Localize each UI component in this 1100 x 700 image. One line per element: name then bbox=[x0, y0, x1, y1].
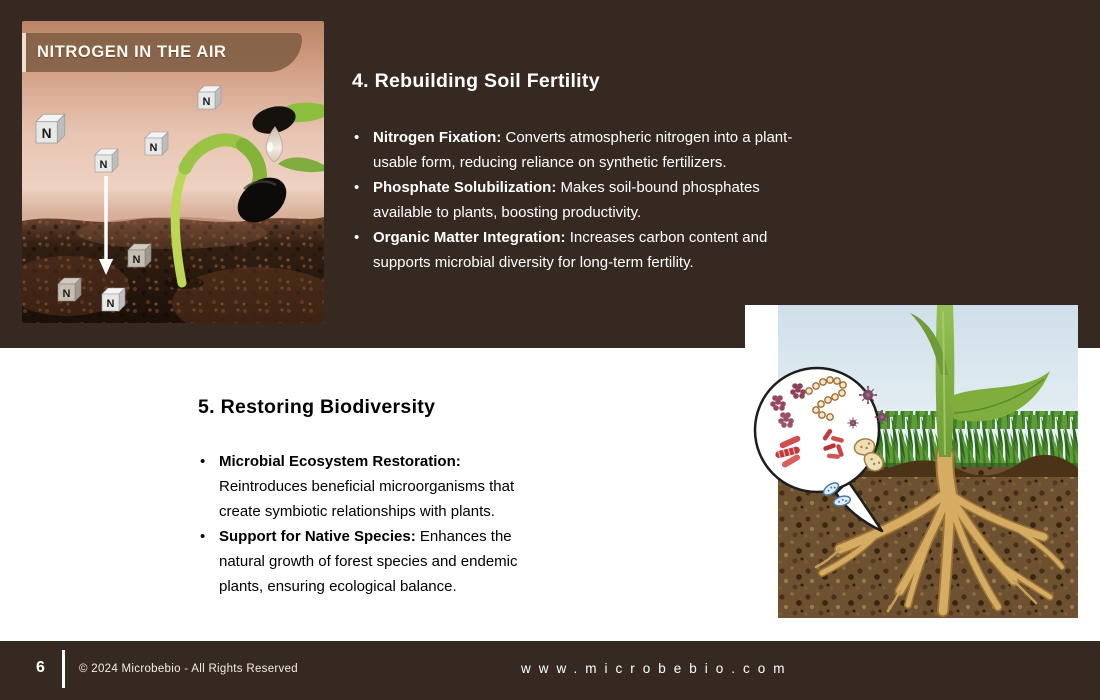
copyright-text: © 2024 Microbebio - All Rights Reserved bbox=[79, 663, 298, 675]
nitrogen-cube bbox=[36, 114, 65, 143]
cube-n-label: N bbox=[202, 96, 211, 108]
cube-n-label: N bbox=[132, 254, 141, 266]
bullet-item bbox=[352, 125, 822, 175]
website-link[interactable]: www.microbebio.com bbox=[521, 661, 793, 676]
section4-heading: 4. Rebuilding Soil Fertility bbox=[352, 70, 600, 92]
bullet-text: Increases carbon content and supports microbial diversity for long-term fertility. bbox=[373, 229, 768, 271]
page-number: 6 bbox=[36, 659, 45, 676]
cube-n-label: N bbox=[99, 159, 108, 171]
cube-n-label: N bbox=[106, 298, 115, 310]
bullet-text: Enhances the natural growth of forest species and endemic plants, ensuring ecological balance. bbox=[219, 528, 518, 595]
bullet-item bbox=[198, 449, 540, 524]
cube-n-label: N bbox=[62, 288, 71, 300]
bullet-lead: Support for Native Species: bbox=[219, 528, 416, 545]
section5-bullet-list bbox=[198, 449, 540, 599]
bullet-lead: Phosphate Solubilization: bbox=[373, 179, 557, 196]
bullet-text: Makes soil-bound phosphates available to plants, boosting productivity. bbox=[373, 179, 760, 221]
bullet-lead: Microbial Ecosystem Restoration: bbox=[219, 453, 461, 470]
bullet-lead: Organic Matter Integration: bbox=[373, 229, 566, 246]
bullet-item bbox=[198, 524, 540, 599]
bullet-lead: Nitrogen Fixation: bbox=[373, 129, 502, 146]
section-rebuilding-soil-fertility bbox=[352, 70, 857, 275]
bullet-text: Converts atmospheric nitrogen into a plant-usable form, reducing reliance on synthetic fertilizers. bbox=[373, 129, 793, 171]
section-restoring-biodiversity bbox=[198, 396, 618, 599]
section5-heading: 5. Restoring Biodiversity bbox=[198, 396, 436, 418]
bullet-item bbox=[352, 175, 822, 225]
image-title-band bbox=[22, 33, 302, 72]
cube-n-label: N bbox=[149, 142, 158, 154]
image-title: NITROGEN IN THE AIR bbox=[37, 43, 227, 61]
footer-divider bbox=[62, 650, 65, 688]
nitrogen-cube bbox=[95, 149, 118, 172]
cube-n-label: N bbox=[41, 126, 52, 141]
section4-bullet-list bbox=[352, 125, 822, 275]
band-edge-accent bbox=[22, 33, 26, 72]
nitrogen-cube bbox=[102, 288, 125, 311]
nitrogen-cube bbox=[198, 86, 221, 109]
soil-roots-image bbox=[745, 305, 1078, 630]
roots-illustration bbox=[745, 305, 1078, 630]
nitrogen-cube bbox=[58, 278, 81, 301]
bullet-text: Reintroduces beneficial microorganisms that create symbiotic relationships with plants. bbox=[219, 478, 515, 520]
nitrogen-cube bbox=[145, 132, 168, 155]
bullet-item bbox=[352, 225, 822, 275]
nitrogen-air-image bbox=[22, 21, 324, 323]
nitrogen-cube bbox=[128, 244, 151, 267]
